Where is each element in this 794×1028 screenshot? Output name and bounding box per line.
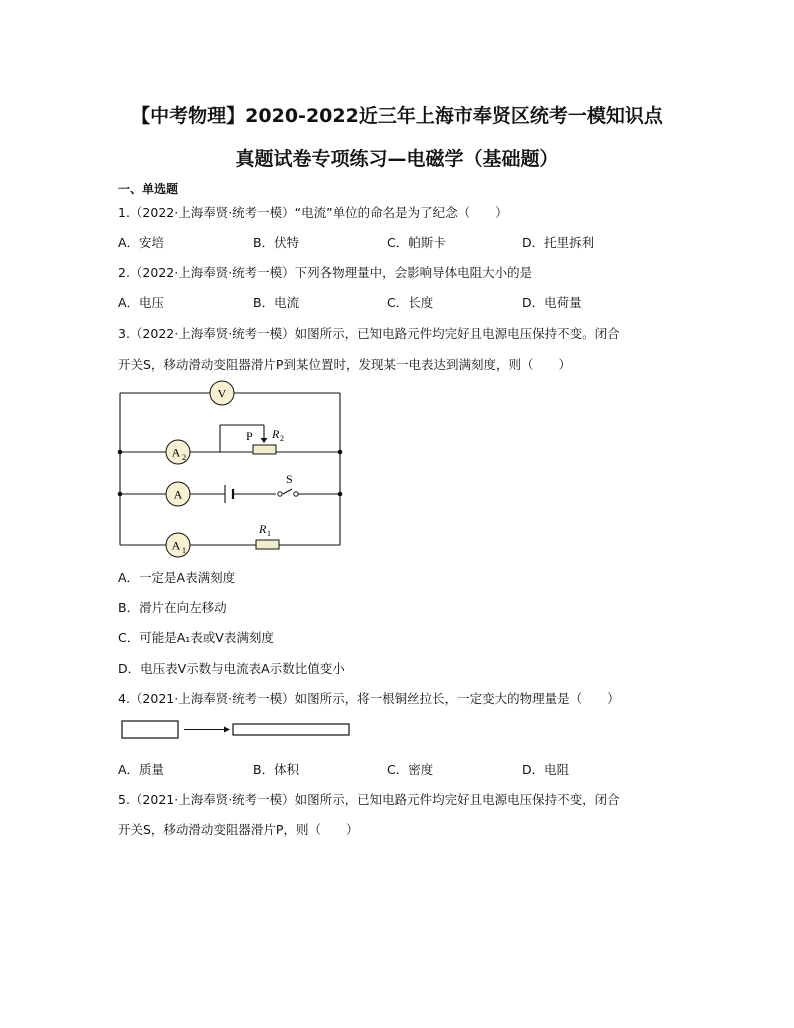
q4-option-d: D．电阻 — [522, 762, 570, 777]
question-3-stem-line2: 开关S，移动滑动变阻器滑片P到某位置时，发现某一电表达到满刻度，则（ ） — [118, 357, 571, 372]
q1-option-d: D．托里拆利 — [522, 235, 595, 250]
r2-label: R — [272, 427, 280, 441]
question-3-stem-line1: 3.（2022·上海奉贤·统考一模）如图所示，已知电路元件均完好且电源电压保持不变。闭合 — [118, 326, 620, 341]
svg-text:A: A — [171, 445, 181, 460]
page-title-line1: 【中考物理】2020-2022近三年上海市奉贤区统考一模知识点 — [131, 105, 663, 127]
q3-option-a: A．一定是A表满刻度 — [118, 570, 236, 585]
q1-option-c: C．帕斯卡 — [387, 235, 446, 250]
q2-option-d: D．电荷量 — [522, 295, 582, 310]
q2-option-a: A．电压 — [118, 295, 165, 310]
question-4-stem: 4.（2021·上海奉贤·统考一模）如图所示，将一根铜丝拉长，一定变大的物理量是（ ） — [118, 691, 620, 706]
question-5-stem-line1: 5.（2021·上海奉贤·统考一模）如图所示，已知电路元件均完好且电源电压保持不变，闭合 — [118, 792, 620, 807]
question-1-stem: 1.（2022·上海奉贤·统考一模）“电流”单位的命名是为了纪念（ ） — [118, 205, 508, 220]
q4-option-c: C．密度 — [387, 762, 434, 777]
q2-option-c: C．长度 — [387, 295, 434, 310]
svg-text:A: A — [171, 538, 181, 553]
question-2-stem: 2.（2022·上海奉贤·统考一模）下列各物理量中，会影响导体电阻大小的是 — [118, 265, 533, 280]
slider-arrow — [261, 438, 268, 443]
arrow-icon — [224, 727, 230, 733]
section-heading: 一、单选题 — [118, 182, 179, 196]
long-wire — [233, 724, 349, 735]
r1-sub: 1 — [267, 529, 271, 538]
svg-text:V: V — [217, 386, 227, 401]
q2-option-b: B．电流 — [253, 295, 300, 310]
r2-sub: 2 — [280, 434, 284, 443]
r1-label: R — [259, 522, 267, 536]
svg-text:A: A — [173, 487, 183, 502]
switch-label: S — [286, 472, 293, 486]
ammeter-a2 — [166, 440, 190, 464]
short-wire — [122, 721, 178, 738]
q3-option-d: D．电压表V示数与电流表A示数比值变小 — [118, 661, 345, 676]
voltmeter — [210, 381, 234, 405]
q1-option-b: B．伏特 — [253, 235, 300, 250]
svg-text:1: 1 — [182, 546, 186, 555]
question-5-stem-line2: 开关S，移动滑动变阻器滑片P，则（ ） — [118, 822, 359, 837]
ammeter-main — [166, 482, 190, 506]
slider-label: P — [246, 429, 253, 443]
q3-option-c: C．可能是A₁表或V表满刻度 — [118, 630, 274, 645]
resistor-r1 — [256, 540, 279, 549]
q3-option-b: B．滑片在向左移动 — [118, 600, 227, 615]
circuit-diagram — [110, 378, 350, 562]
wire-stretch-figure — [118, 716, 358, 750]
ammeter-a1 — [166, 533, 190, 557]
q4-option-a: A．质量 — [118, 762, 165, 777]
resistor-r2 — [253, 445, 276, 454]
q1-option-a: A．安培 — [118, 235, 165, 250]
page-title-line2: 真题试卷专项练习—电磁学（基础题） — [235, 148, 559, 170]
q4-option-b: B．体积 — [253, 762, 300, 777]
svg-text:2: 2 — [182, 453, 186, 462]
